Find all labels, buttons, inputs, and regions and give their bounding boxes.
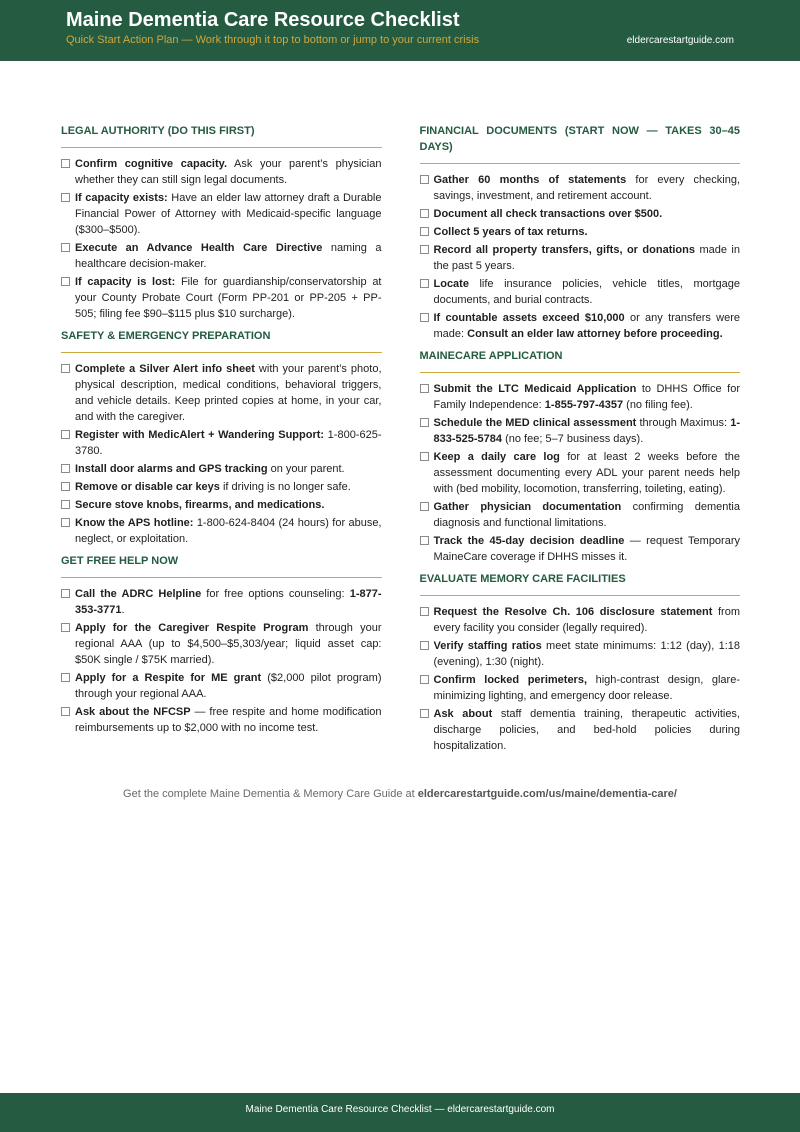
item-text-bold: Confirm cognitive capacity. (75, 158, 227, 170)
checkbox-icon[interactable] (61, 589, 70, 598)
item-text: through Maximus: (636, 417, 731, 429)
checklist-item (420, 415, 741, 447)
checkbox-icon[interactable] (61, 482, 70, 491)
item-text: Have an elder law attorney draft a Durable Financial Power of Attorney with Medicaid-specific language ($300–$500). (75, 192, 382, 236)
item-text: through your regional AAA (up to $4,500–$5,303/year; liquid asset cap: $50K single / $75K married). (75, 622, 382, 666)
checkbox-icon[interactable] (61, 623, 70, 632)
checklist-item (61, 190, 382, 238)
checklist-item (420, 172, 741, 204)
item-text: — request Temporary MaineCare coverage if DHHS misses it. (433, 535, 740, 563)
item-text-bold: Call the ADRC Helpline (75, 588, 202, 600)
header-bar (0, 0, 800, 61)
checklist-section (420, 348, 741, 565)
item-text-bold: Schedule the MED clinical assessment (433, 417, 637, 429)
checklist-item (61, 274, 382, 322)
item-text: confirming dementia diagnosis and functional limitations. (433, 501, 740, 529)
checkbox-icon[interactable] (61, 193, 70, 202)
item-text-bold: Secure stove knobs, firearms, and medications. (75, 499, 325, 511)
checklist-item (420, 242, 741, 274)
footer-bar-text: Maine Dementia Care Resource Checklist — eldercarestartguide.com (245, 1104, 555, 1115)
checkbox-icon[interactable] (420, 641, 429, 650)
item-text: (no fee; 5–7 business days). (502, 433, 644, 445)
page-title: Maine Dementia Care Resource Checklist (66, 9, 460, 31)
checkbox-icon[interactable] (61, 243, 70, 252)
section-title: LEGAL AUTHORITY (DO THIS FIRST) (61, 123, 382, 148)
item-text-bold: Ask about (433, 708, 493, 720)
checklist-item (420, 224, 741, 240)
item-text-bold: Locate (433, 278, 469, 290)
item-text: from every facility you consider (legally required). (433, 606, 740, 634)
item-text-bold: Register with MedicAlert + Wandering Support: (75, 429, 325, 441)
item-text-bold: Record all property transfers, gifts, or donations (433, 244, 695, 256)
item-text-bold: If capacity exists: (75, 192, 168, 204)
guide-link-prefix: Get the complete Maine Dementia & Memory Care Guide at (123, 788, 418, 800)
item-text: 1-800-625-3780. (75, 429, 382, 457)
checklist-items (61, 586, 382, 736)
checklist-item (61, 156, 382, 188)
section-title: GET FREE HELP NOW (61, 553, 382, 578)
item-text: on your parent. (267, 463, 345, 475)
checklist-item (61, 479, 382, 495)
item-text: to DHHS Office for Family Independence: (433, 383, 740, 411)
item-text-bold: Know the APS hotline: (75, 517, 194, 529)
section-title: FINANCIAL DOCUMENTS (START NOW — TAKES 30–45 DAYS) (420, 123, 741, 164)
item-text-bold: Gather physician documentation (433, 501, 622, 513)
item-text: staff dementia training, therapeutic activities, discharge policies, and bed-hold policies during hospitalization. (433, 708, 740, 752)
checklist-section (61, 328, 382, 547)
item-text: for free options counseling: (201, 588, 350, 600)
checklist-item (61, 361, 382, 425)
item-text-bold: Collect 5 years of tax returns. (433, 226, 588, 238)
checkbox-icon[interactable] (420, 502, 429, 511)
checklist-item (61, 497, 382, 513)
item-text-bold: Submit the LTC Medicaid Application (433, 383, 637, 395)
checkbox-icon[interactable] (420, 607, 429, 616)
item-text: with your parent’s photo, physical description, medical conditions, behavioral triggers, and vehicle details. Keep printed copies at home, in your car, and with the caregiver. (75, 363, 382, 423)
checkbox-icon[interactable] (61, 500, 70, 509)
item-text-bold: Remove or disable car keys (75, 481, 220, 493)
checklist-item (420, 706, 741, 754)
section-title: EVALUATE MEMORY CARE FACILITIES (420, 571, 741, 596)
checklist-section (420, 123, 741, 342)
item-text: or any transfers were made: (433, 312, 740, 340)
item-text: Ask your parent’s physician whether they can still sign legal documents. (75, 158, 382, 186)
item-text-bold: Complete a Silver Alert info sheet (75, 363, 255, 375)
checklist-columns (61, 123, 740, 767)
item-text-bold: 1-855-797-4357 (544, 399, 624, 411)
checkbox-icon[interactable] (61, 364, 70, 373)
item-text-bold: 1-877-353-3771 (75, 588, 382, 616)
checklist-item (420, 276, 741, 308)
item-text-bold: Install door alarms and GPS tracking (75, 463, 268, 475)
checkbox-icon[interactable] (420, 384, 429, 393)
checkbox-icon[interactable] (420, 245, 429, 254)
guide-link-url[interactable]: eldercarestartguide.com/us/maine/dementia-care/ (417, 788, 677, 800)
item-text: for every checking, savings, investment, and retirement account. (433, 174, 741, 202)
checklist-item (420, 206, 741, 222)
item-text: (no filing fee). (623, 399, 693, 411)
checklist-item (61, 427, 382, 459)
checklist-section (61, 553, 382, 736)
guide-link-line (0, 788, 800, 800)
item-text: high-contrast design, glare-minimizing lighting, and emergency door release. (433, 674, 740, 702)
item-text: ($2,000 pilot program) through your regional AAA. (75, 672, 382, 700)
checklist-item (420, 381, 741, 413)
item-text-bold: Consult an elder law attorney before proceeding. (467, 328, 723, 340)
checkbox-icon[interactable] (61, 159, 70, 168)
checklist-item (420, 499, 741, 531)
checklist-section (420, 571, 741, 754)
item-text-bold: Gather 60 months of statements (433, 174, 627, 186)
checkbox-icon[interactable] (420, 175, 429, 184)
checklist-item (61, 586, 382, 618)
checkbox-icon[interactable] (61, 277, 70, 286)
item-text-bold: Ask about the NFCSP (75, 706, 191, 718)
checkbox-icon[interactable] (420, 452, 429, 461)
item-text: — free respite and home modification reimbursements up to $2,000 with no income test. (75, 706, 382, 734)
checkbox-icon[interactable] (420, 279, 429, 288)
checklist-item (420, 533, 741, 565)
checklist-item (420, 672, 741, 704)
checkbox-icon[interactable] (61, 518, 70, 527)
item-text: if driving is no longer safe. (219, 481, 351, 493)
checklist-item (61, 240, 382, 272)
item-text-bold: Track the 45-day decision deadline (433, 535, 625, 547)
checkbox-icon[interactable] (61, 430, 70, 439)
item-text: 1-800-624-8404 (24 hours) for abuse, neglect, or exploitation. (75, 517, 382, 545)
checkbox-icon[interactable] (420, 313, 429, 322)
section-title: MAINECARE APPLICATION (420, 348, 741, 373)
checkbox-icon[interactable] (61, 707, 70, 716)
item-text: . (121, 604, 125, 616)
item-text-bold: If countable assets exceed $10,000 (433, 312, 625, 324)
checklist-item (61, 704, 382, 736)
item-text: made in the past 5 years. (433, 244, 740, 272)
checkbox-icon[interactable] (61, 464, 70, 473)
checklist-item (61, 515, 382, 547)
checklist-item (61, 620, 382, 668)
checklist-item (420, 449, 741, 497)
item-text-bold: Verify staffing ratios (433, 640, 542, 652)
item-text: for at least 2 weeks before the assessment documenting every ADL your parent needs help with (bed mobility, locomotion, transferring, toileting, eating). (433, 451, 741, 495)
item-text-bold: Apply for the Caregiver Respite Program (75, 622, 309, 634)
checklist-items (420, 381, 741, 565)
checklist-section (61, 123, 382, 322)
checkbox-icon[interactable] (420, 709, 429, 718)
item-text: naming a healthcare decision-maker. (75, 242, 382, 270)
checklist-item (61, 670, 382, 702)
item-text-bold: If capacity is lost: (75, 276, 176, 288)
section-title: SAFETY & EMERGENCY PREPARATION (61, 328, 382, 353)
checkbox-icon[interactable] (420, 209, 429, 218)
checklist-items (420, 604, 741, 754)
checklist-item (61, 461, 382, 477)
checkbox-icon[interactable] (420, 536, 429, 545)
item-text-bold: 1-833-525-5784 (433, 417, 740, 445)
checklist-item (420, 310, 741, 342)
item-text-bold: Request the Resolve Ch. 106 disclosure statement (433, 606, 713, 618)
item-text-bold: Keep a daily care log (433, 451, 560, 463)
item-text-bold: Document all check transactions over $500. (433, 208, 663, 220)
item-text: meet state minimums: 1:12 (day), 1:18 (evening), 1:30 (night). (433, 640, 740, 668)
checklist-items (61, 361, 382, 547)
footer-bar (0, 1093, 800, 1132)
checklist-item (420, 638, 741, 670)
page-subtitle: Quick Start Action Plan — Work through it top to bottom or jump to your current crisis (66, 34, 480, 46)
checklist-items (420, 172, 741, 342)
checkbox-icon[interactable] (420, 418, 429, 427)
checkbox-icon[interactable] (420, 227, 429, 236)
checkbox-icon[interactable] (61, 673, 70, 682)
item-text-bold: Execute an Advance Health Care Directive (75, 242, 323, 254)
checkbox-icon[interactable] (420, 675, 429, 684)
item-text: life insurance policies, vehicle titles, mortgage documents, and burial contracts. (433, 278, 740, 306)
item-text-bold: Apply for a Respite for ME grant (75, 672, 262, 684)
header-url[interactable]: eldercarestartguide.com (626, 35, 734, 46)
checklist-item (420, 604, 741, 636)
checklist-items (61, 156, 382, 322)
item-text-bold: Confirm locked perimeters, (433, 674, 588, 686)
item-text: File for guardianship/conservatorship at your County Probate Court (Form PP-201 or PP-205 + PP-505; filing fee $90–$115 plus $10 surcharge). (75, 276, 382, 320)
